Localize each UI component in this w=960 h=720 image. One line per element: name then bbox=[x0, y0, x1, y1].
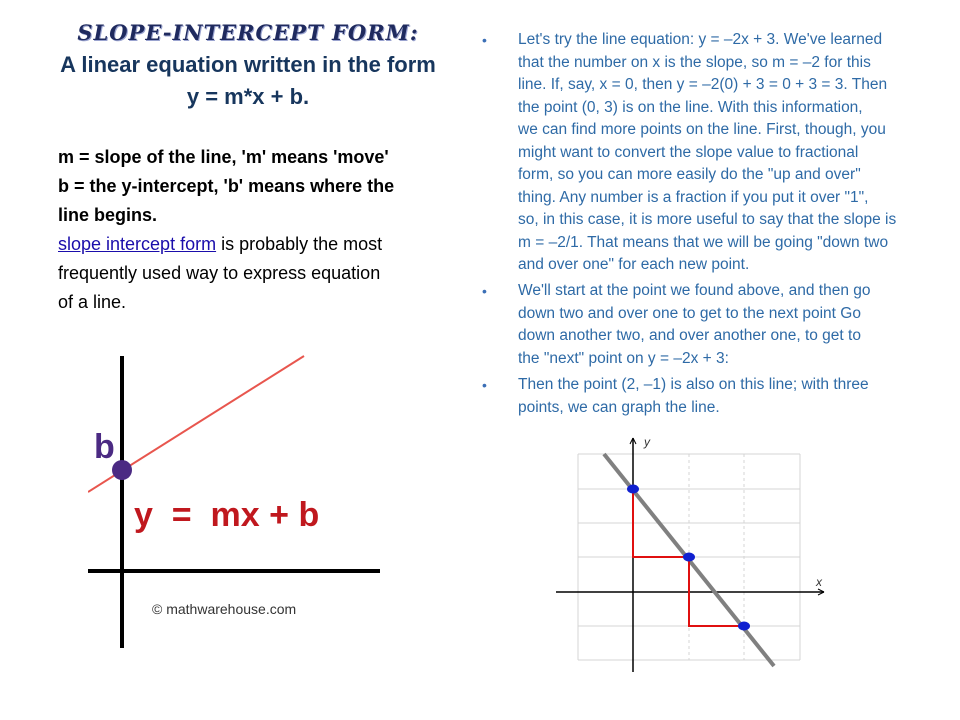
para1-line: we can find more points on the line. First, though, you bbox=[518, 121, 886, 138]
equation-label: y = mx + b bbox=[134, 496, 320, 534]
note-line3: of a line. bbox=[58, 292, 127, 312]
para1-line: might want to convert the slope value to fractional bbox=[518, 143, 859, 161]
para2-line: We'll start at the point we found above, and then go bbox=[518, 282, 871, 299]
point-1-1 bbox=[683, 553, 695, 562]
para3-line: Then the point (2, –1) is also on this line; with three bbox=[518, 376, 869, 393]
para2-line: down two and over one to get to the next point Go bbox=[518, 304, 861, 322]
example-line-graph bbox=[552, 432, 842, 680]
y-intercept-point bbox=[112, 460, 132, 480]
slope-intercept-graph bbox=[88, 352, 388, 652]
para1-line: that the number on x is the slope, so m = –2 for this bbox=[518, 53, 871, 71]
para2-line: the "next" point on y = –2x + 3: bbox=[518, 349, 729, 367]
para1-line: so, in this case, it is more useful to say that the slope is bbox=[518, 211, 897, 228]
para3-line: points, we can graph the line. bbox=[518, 398, 720, 416]
para1-line: the point (0, 3) is on the line. With this information, bbox=[518, 98, 863, 116]
point-2-neg1 bbox=[738, 622, 750, 631]
title-subheading: A linear equation written in the form bbox=[60, 52, 436, 77]
para1-line: form, so you can more easily do the "up and over" bbox=[518, 166, 861, 183]
x-axis-label: x bbox=[816, 575, 822, 589]
definition-b-line2: line begins. bbox=[58, 205, 158, 225]
note-line1 bbox=[58, 230, 468, 259]
definition-b-line1: b = the y-intercept, 'b' means where the bbox=[58, 176, 395, 196]
credit-text: © mathwarehouse.com bbox=[152, 601, 297, 617]
bullet-1: • bbox=[482, 32, 487, 48]
bullet-3: • bbox=[482, 377, 487, 393]
bullet-2: • bbox=[482, 283, 487, 299]
note-line2: frequently used way to express equation bbox=[58, 263, 381, 283]
para1-line: Let's try the line equation: y = –2x + 3. We've learned bbox=[518, 31, 883, 48]
para1-line: thing. Any number is a fraction if you put it over "1", bbox=[518, 188, 869, 206]
para1-line: m = –2/1. That means that we will be going "down two bbox=[518, 233, 889, 251]
point-label-b: b bbox=[94, 428, 115, 466]
para1-line: and over one" for each new point. bbox=[518, 256, 750, 273]
title-heading: SLOPE-INTERCEPT FORM: bbox=[77, 20, 419, 45]
y-axis-label: y bbox=[644, 435, 650, 449]
title-formula: y = m*x + b. bbox=[186, 84, 310, 109]
para1-line: line. If, say, x = 0, then y = –2(0) + 3 = 0 + 3 = 3. Then bbox=[518, 76, 888, 93]
point-0-3 bbox=[627, 485, 639, 494]
note-line1-rest: is probably the most bbox=[216, 234, 383, 254]
para2-line: down another two, and over another one, to get to bbox=[518, 327, 861, 344]
definition-m: m = slope of the line, 'm' means 'move' bbox=[58, 147, 389, 167]
slope-intercept-link[interactable]: slope intercept form bbox=[58, 234, 217, 254]
